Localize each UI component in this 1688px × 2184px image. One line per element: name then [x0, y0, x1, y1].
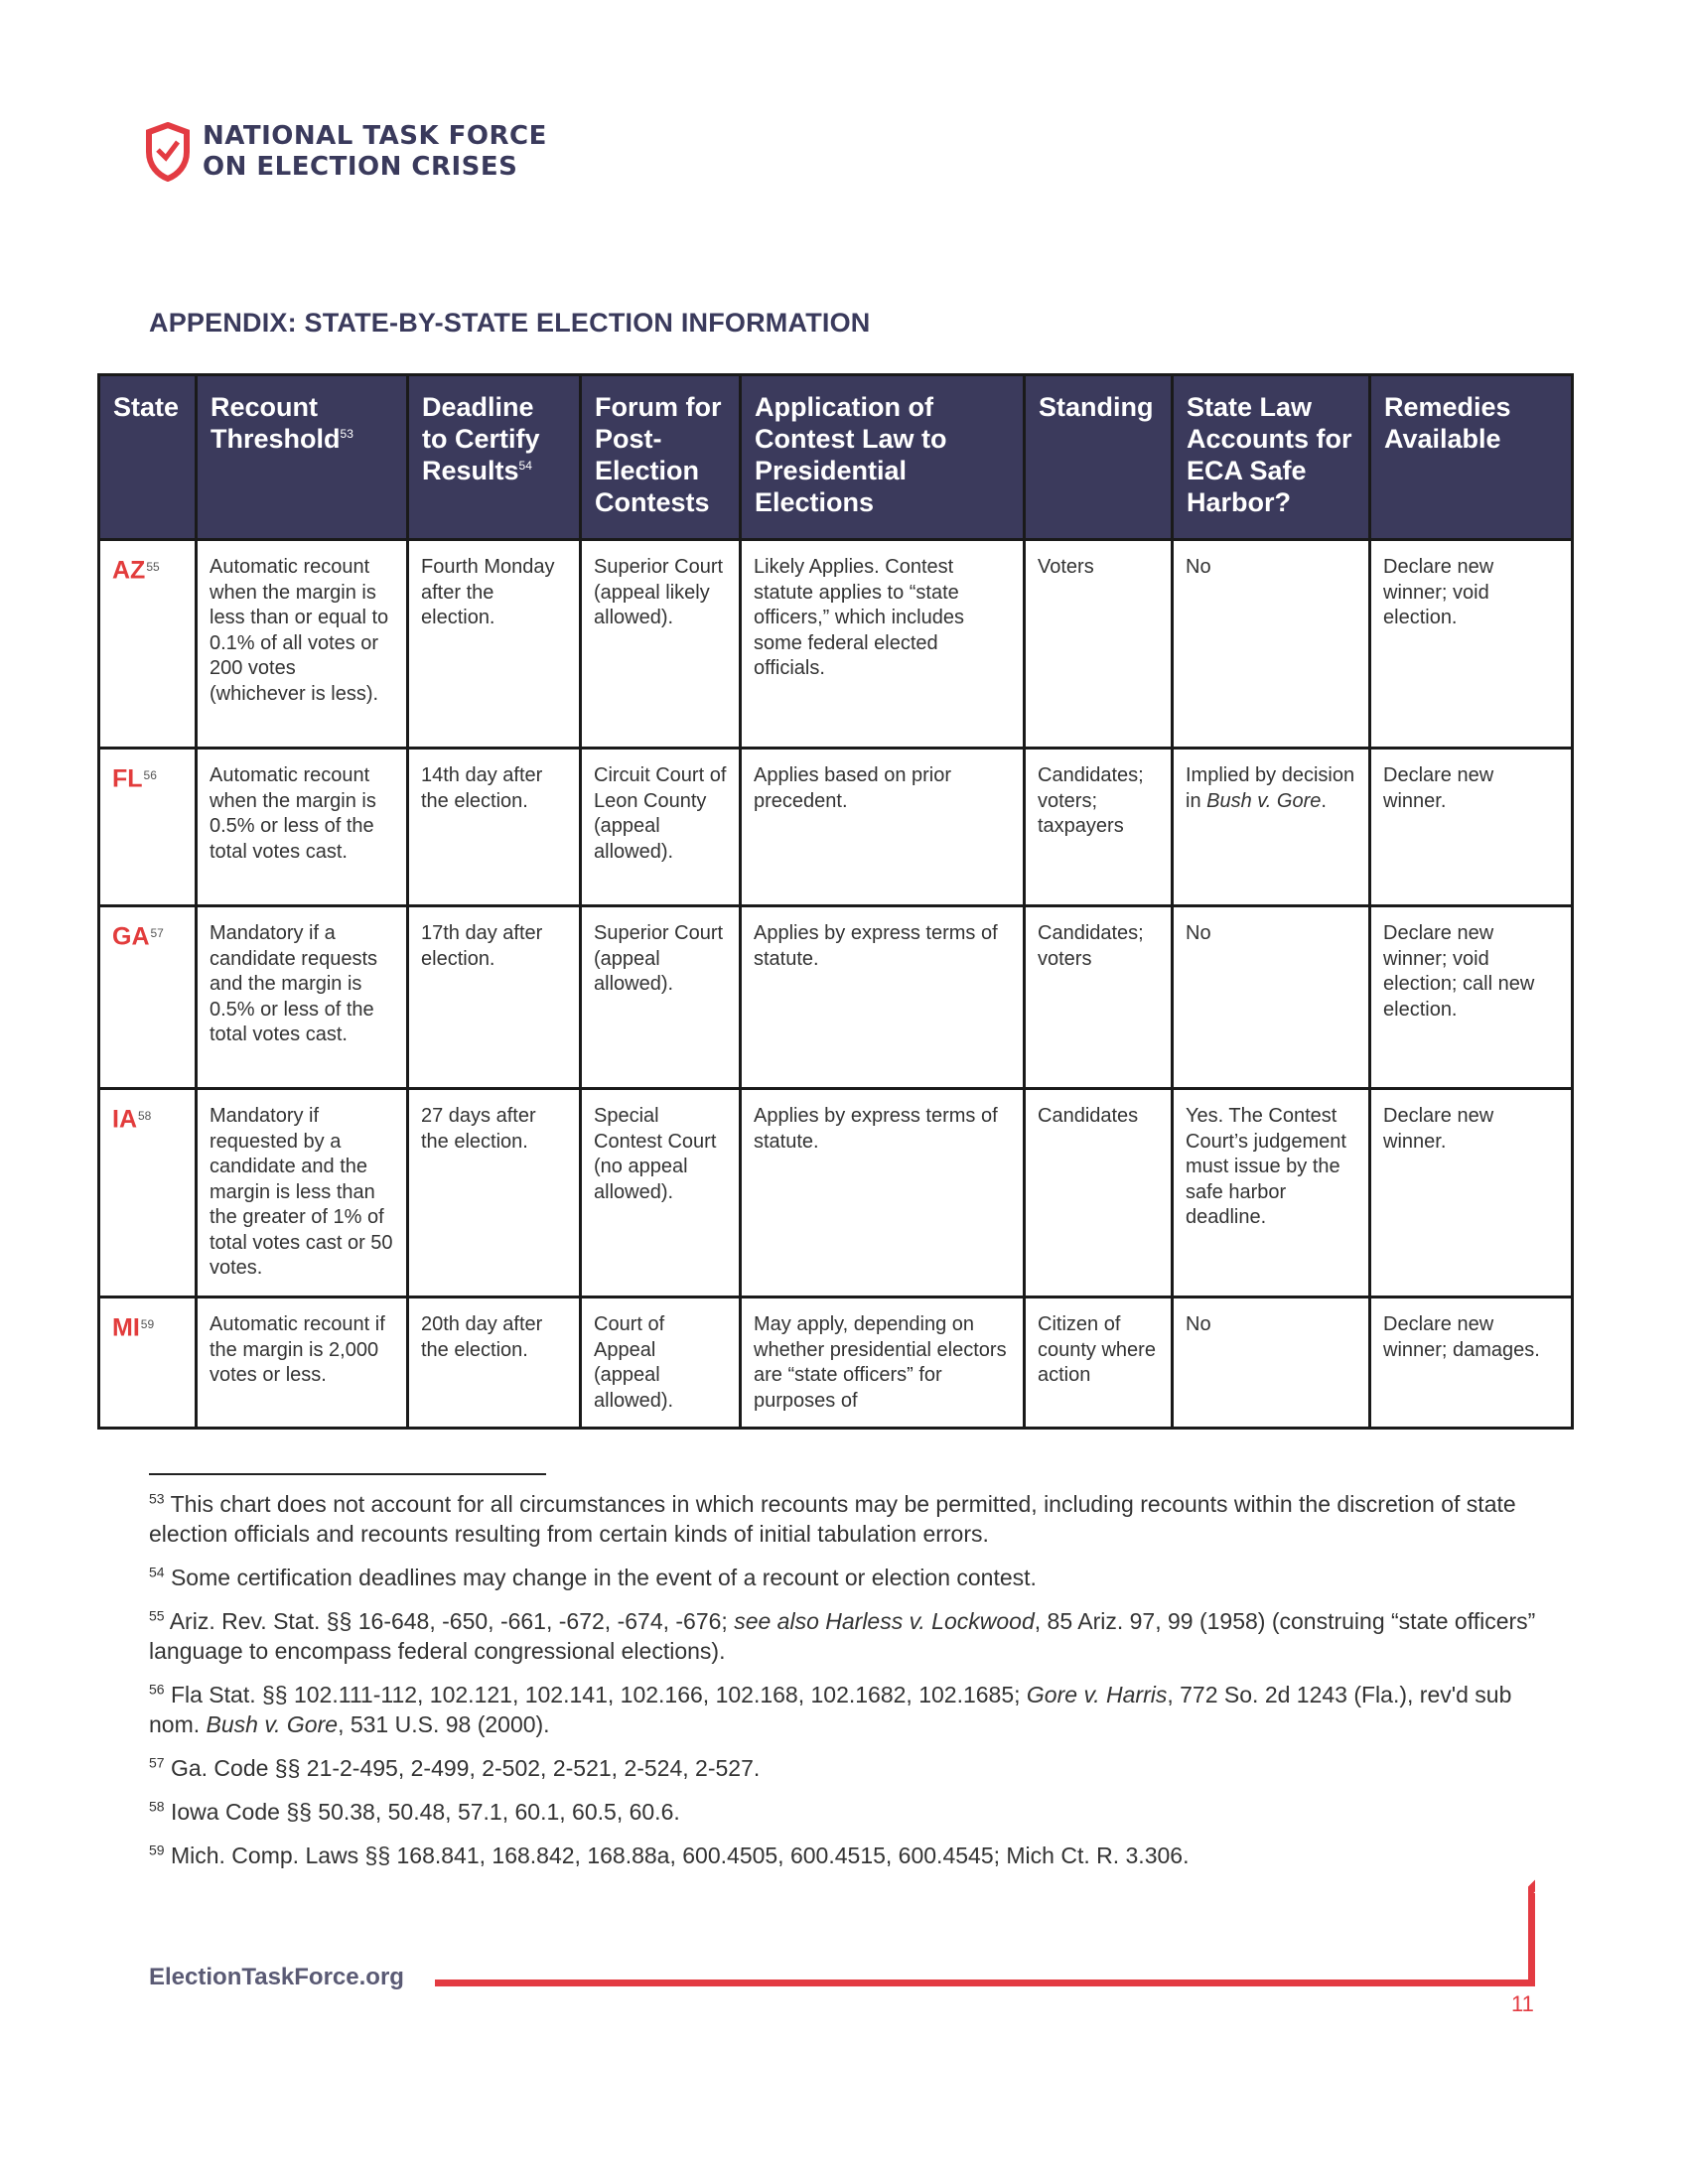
standing-cell: Voters	[1025, 540, 1173, 749]
standing-cell: Candidates; voters; taxpayers	[1025, 749, 1173, 906]
forum-cell: Superior Court (appeal allowed).	[581, 906, 741, 1089]
deadline-cell: 17th day after election.	[408, 906, 581, 1089]
remedies-cell: Declare new winner; void election.	[1370, 540, 1573, 749]
threshold-cell: Automatic recount when the margin is 0.5% or less of the total votes cast.	[197, 749, 408, 906]
header-remedies: Remedies Available	[1370, 375, 1573, 540]
application-cell: May apply, depending on whether presidential electors are “state officers” for purposes of	[741, 1297, 1025, 1429]
table-row	[99, 1297, 1573, 1429]
header-standing: Standing	[1025, 375, 1173, 540]
deadline-cell: 20th day after the election.	[408, 1297, 581, 1429]
logo-line1: NATIONAL TASK FORCE	[203, 121, 547, 151]
application-cell: Applies based on prior precedent.	[741, 749, 1025, 906]
remedies-cell: Declare new winner.	[1370, 1089, 1573, 1297]
footer-website-link[interactable]: ElectionTaskForce.org	[149, 1964, 404, 1990]
deadline-cell: 14th day after the election.	[408, 749, 581, 906]
forum-cell: Circuit Court of Leon County (appeal allowed).	[581, 749, 741, 906]
deadline-cell: Fourth Monday after the election.	[408, 540, 581, 749]
footnote-58: $^{58}$ Iowa Code §§ 50.38, 50.48, 57.1, 60.1, 60.5, 60.6.	[149, 1798, 680, 1825]
standing-cell: Candidates	[1025, 1089, 1173, 1297]
threshold-cell: Mandatory if requested by a candidate and the margin is less than the greater of 1% of total votes cast or 50 votes.	[197, 1089, 408, 1297]
page-number: 11	[1511, 1991, 1534, 2016]
shield-logo-icon	[145, 122, 191, 182]
threshold-cell: Mandatory if a candidate requests and the margin is 0.5% or less of the total votes cast.	[197, 906, 408, 1089]
footnote-59: $^{59}$ Mich. Comp. Laws §§ 168.841, 168.842, 168.88a, 600.4505, 600.4515, 600.4545; Mich Ct. R. 3.306.	[149, 1842, 1190, 1868]
header-application: Application of Contest Law to Presidential Elections	[741, 375, 1025, 540]
logo	[145, 121, 547, 183]
forum-cell: Superior Court (appeal likely allowed).	[581, 540, 741, 749]
footer-accent-vertical	[1528, 1893, 1535, 1986]
threshold-cell: Automatic recount when the margin is less than or equal to 0.1% of all votes or 200 votes (whichever is less).	[197, 540, 408, 749]
footnote-56: $^{56}$ Fla Stat. §§ 102.111-112, 102.121, 102.141, 102.166, 102.168, 102.1682, 102.1685; Gore v. Harris, 772 So. 2d 1243 (Fla.), rev'd sub nom. Bush v. Gore, 531 U.S. 98 (2000).	[149, 1681, 1512, 1737]
state-info-table	[97, 373, 1574, 1430]
page-title: APPENDIX: STATE-BY-STATE ELECTION INFORMATION	[149, 308, 871, 338]
remedies-cell: Declare new winner; void election; call new election.	[1370, 906, 1573, 1089]
state-cell: IA$^{58}$	[99, 1089, 197, 1297]
state-cell: AZ$^{55}$	[99, 540, 197, 749]
application-cell: Applies by express terms of statute.	[741, 906, 1025, 1089]
standing-cell: Citizen of county where action	[1025, 1297, 1173, 1429]
safe-harbor-cell: No	[1173, 906, 1370, 1089]
state-cell: FL$^{56}$	[99, 749, 197, 906]
remedies-cell: Declare new winner.	[1370, 749, 1573, 906]
forum-cell: Court of Appeal (appeal allowed).	[581, 1297, 741, 1429]
footnote-57: $^{57}$ Ga. Code §§ 21-2-495, 2-499, 2-502, 2-521, 2-524, 2-527.	[149, 1754, 761, 1781]
table-row	[99, 906, 1573, 1089]
logo-wordmark	[203, 121, 547, 183]
footnote-divider	[149, 1473, 546, 1475]
table-row	[99, 1089, 1573, 1297]
application-cell: Likely Applies. Contest statute applies to “state officers,” which includes some federal elected officials.	[741, 540, 1025, 749]
deadline-cell: 27 days after the election.	[408, 1089, 581, 1297]
footer-accent-line	[435, 1979, 1535, 1986]
footnote-54: $^{54}$ Some certification deadlines may change in the event of a recount or election contest.	[149, 1564, 1037, 1590]
state-cell: MI$^{59}$	[99, 1297, 197, 1429]
safe-harbor-cell: No	[1173, 540, 1370, 749]
application-cell: Applies by express terms of statute.	[741, 1089, 1025, 1297]
header-deadline: Deadline to Certify Results$^{54}$	[408, 375, 581, 540]
footnote-55: $^{55}$ Ariz. Rev. Stat. §§ 16-648, -650, -661, -672, -674, -676; see also Harless v. Lockwood, 85 Ariz. 97, 99 (1958) (construing “state officers” language to encompass federal congressional elections).	[149, 1607, 1536, 1664]
footnote-53: $^{53}$ This chart does not account for all circumstances in which recounts may be permitted, including recounts within the discretion of state election officials and recounts resulting from certain kinds of initial tabulation errors.	[149, 1490, 1516, 1547]
threshold-cell: Automatic recount if the margin is 2,000 votes or less.	[197, 1297, 408, 1429]
table-header-row	[99, 375, 1573, 540]
forum-cell: Special Contest Court (no appeal allowed).	[581, 1089, 741, 1297]
footnotes	[149, 1489, 1539, 1884]
logo-line2: ON ELECTION CRISES	[203, 152, 518, 182]
safe-harbor-cell: Yes. The Contest Court’s judgement must issue by the safe harbor deadline.	[1173, 1089, 1370, 1297]
state-cell: GA$^{57}$	[99, 906, 197, 1089]
remedies-cell: Declare new winner; damages.	[1370, 1297, 1573, 1429]
header-state: State	[99, 375, 197, 540]
header-forum: Forum for Post-Election Contests	[581, 375, 741, 540]
table-row	[99, 749, 1573, 906]
header-recount-threshold: Recount Threshold$^{53}$	[197, 375, 408, 540]
standing-cell: Candidates; voters	[1025, 906, 1173, 1089]
header-safe-harbor: State Law Accounts for ECA Safe Harbor?	[1173, 375, 1370, 540]
table-row	[99, 540, 1573, 749]
safe-harbor-cell: Implied by decision in Bush v. Gore.	[1173, 749, 1370, 906]
safe-harbor-cell: No	[1173, 1297, 1370, 1429]
